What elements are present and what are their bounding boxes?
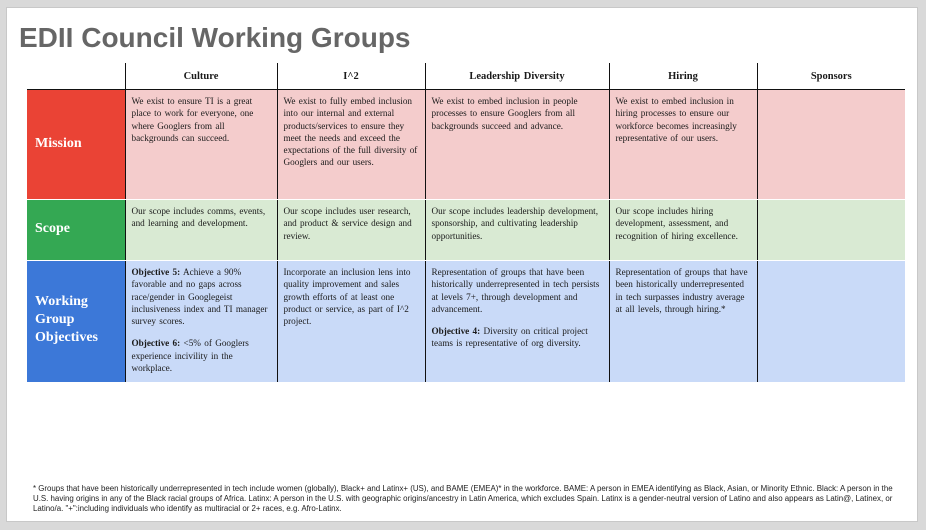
mission-row bbox=[27, 90, 905, 200]
scope-hiring-cell: Our scope includes hiring development, assessment, and recognition of hiring excellence. bbox=[609, 200, 757, 261]
mission-leadership-cell: We exist to embed inclusion in people processes to ensure Googlers from all backgrounds succeed and advance. bbox=[425, 90, 609, 200]
leadership-objective-text: Representation of groups that have been historically underrepresented in tech persists at levels 7+, through development and advancement. bbox=[431, 267, 600, 314]
mission-row-label: Mission bbox=[27, 90, 125, 200]
objective-6-text: <5% of Googlers experience incivility in the workplace. bbox=[131, 338, 249, 374]
objective-4-text: Diversity on critical project teams is representative of org diversity. bbox=[431, 326, 588, 349]
page-title: EDII Council Working Groups bbox=[19, 22, 411, 53]
objective-5-text: Achieve a 90% favorable and no gaps across race/gender in Googlegeist inclusiveness index and TI manager survey scores. bbox=[131, 267, 268, 327]
objective-5-label: Objective 5: bbox=[131, 267, 181, 277]
scope-sponsors-cell bbox=[757, 200, 905, 261]
objective-6-label: Objective 6: bbox=[131, 338, 181, 349]
slide bbox=[6, 7, 918, 522]
mission-hiring-cell: We exist to embed inclusion in hiring processes to ensure our workforce becomes increasingly representative of our users. bbox=[609, 90, 757, 200]
column-header-sponsors: Sponsors bbox=[757, 63, 905, 90]
column-header-hiring: Hiring bbox=[609, 63, 757, 90]
objectives-sponsors-cell bbox=[757, 261, 905, 382]
working-groups-table bbox=[27, 63, 905, 382]
scope-row-label: Scope bbox=[27, 200, 125, 261]
scope-row bbox=[27, 200, 905, 261]
footnote: * Groups that have been historically underrepresented in tech include women (globally), Black+ and Latinx+ (US), and BAME (EMEA)* in the workforce. BAME: A person in EMEA identifying as Black, Asian, or Minority Ethnic. Black: A person in the U.S. having origins in any of the Black racial groups of Africa. Latinx: A person in the U.S. with geographic origins/ancestry in Latin America, which excludes Spain. Latinx is a gender-neutral version of Latino and also appears as Latin@, Latinex, or Latino/a. "+":including individuals who identify as multiracial or 2+ races, e.g. Afro-Latinx. bbox=[33, 484, 893, 513]
objective-6 bbox=[132, 337, 271, 374]
objective-4 bbox=[432, 325, 603, 350]
scope-i2-cell: Our scope includes user research, and product & service design and review. bbox=[277, 200, 425, 261]
column-header-culture: Culture bbox=[125, 63, 277, 90]
objectives-row-label: Working Group Objectives bbox=[27, 261, 125, 382]
header-corner bbox=[27, 63, 125, 90]
objective-4-label: Objective 4: bbox=[431, 326, 481, 337]
column-header-i2: I^2 bbox=[277, 63, 425, 90]
mission-i2-cell: We exist to fully embed inclusion into our internal and external products/services to ensure they meet the needs and exceed the expectations of the full diversity of Googlers and our users. bbox=[277, 90, 425, 200]
objectives-hiring-cell: Representation of groups that have been historically underrepresented in tech surpasses industry average at all levels, through hiring.* bbox=[609, 261, 757, 382]
scope-leadership-cell: Our scope includes leadership development, sponsorship, and cultivating leadership opportunities. bbox=[425, 200, 609, 261]
objectives-row bbox=[27, 261, 905, 382]
scope-culture-cell: Our scope includes comms, events, and learning and development. bbox=[125, 200, 277, 261]
objectives-leadership-cell bbox=[425, 261, 609, 382]
table-header-row bbox=[27, 63, 905, 90]
column-header-leadership-diversity: Leadership Diversity bbox=[425, 63, 609, 90]
mission-sponsors-cell bbox=[757, 90, 905, 200]
mission-culture-cell: We exist to ensure TI is a great place to work for everyone, one where Googlers from all backgrounds can succeed. bbox=[125, 90, 277, 200]
objective-5 bbox=[132, 266, 271, 327]
objectives-culture-cell bbox=[125, 261, 277, 382]
objectives-i2-cell: Incorporate an inclusion lens into quality improvement and sales growth efforts of at least one product or service, as part of I^2 project. bbox=[277, 261, 425, 382]
